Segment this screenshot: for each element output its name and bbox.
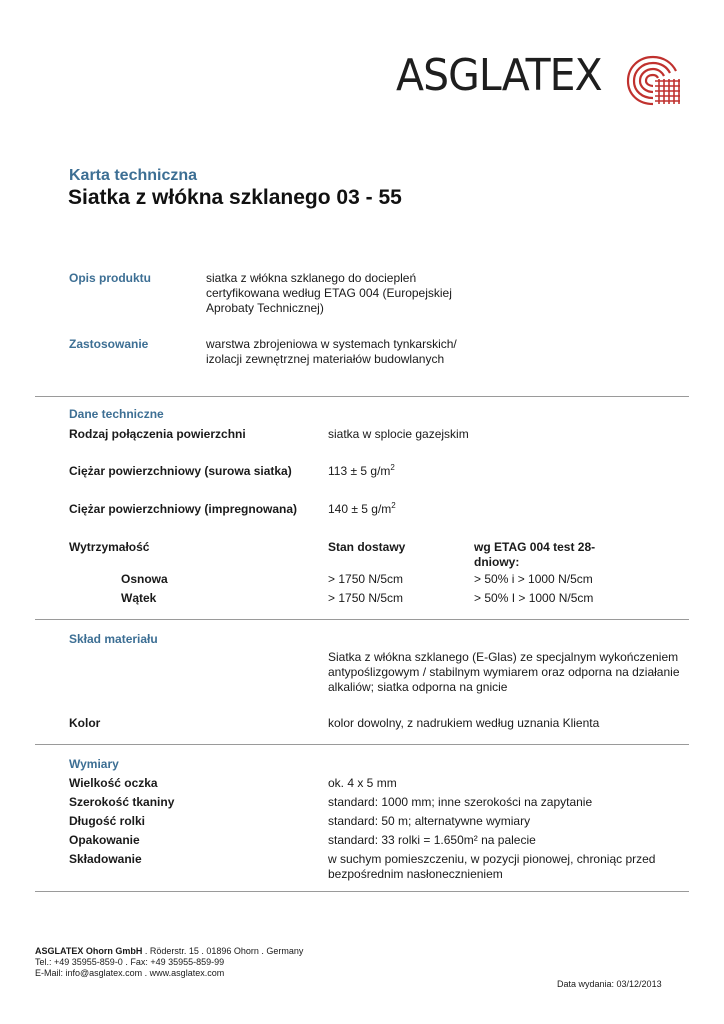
mesh-size-label: Wielkość oczka (69, 776, 158, 790)
product-description-label: Opis produktu (69, 271, 151, 285)
fabric-width-label: Szerokość tkaniny (69, 795, 175, 809)
divider (35, 891, 689, 892)
weight-impregnated-value (328, 502, 396, 517)
color-value: kolor dowolny, z nadrukiem według uznania Klienta (328, 716, 600, 730)
document-type: Karta techniczna (69, 167, 198, 184)
weight-impregnated-number: 140 ± 5 g/m (328, 502, 392, 516)
superscript: 2 (391, 501, 396, 510)
packaging-value: standard: 33 rolki = 1.650m² na palecie (328, 833, 536, 847)
page-title: Siatka z włókna szklanego 03 - 55 (68, 186, 402, 209)
color-label: Kolor (69, 716, 101, 730)
footer-company: ASGLATEX Ohorn GmbH (35, 946, 143, 956)
text-line: bezpośrednim nasłonecznieniem (328, 867, 503, 881)
issue-date: Data wydania: 03/12/2013 (557, 979, 662, 989)
text-line: Siatka z włókna szklanego (E-Glas) ze specjalnym wykończeniem (328, 650, 679, 664)
text-line: wg ETAG 004 test 28- (474, 540, 596, 554)
warp-delivery-value: > 1750 N/5cm (328, 572, 404, 586)
connection-type-value: siatka w splocie gazejskim (328, 427, 469, 441)
text-line: dniowy: (474, 555, 520, 569)
text-line: izolacji zewnętrznej materiałów budowlanych (206, 352, 445, 366)
logo-wordmark: ASGLATEX (396, 50, 602, 101)
storage-value (328, 852, 655, 882)
text-line: w suchym pomieszczeniu, w pozycji pionowej, chroniąc przed (328, 852, 656, 866)
superscript: 2 (390, 463, 395, 472)
divider (35, 744, 689, 745)
weight-impregnated-label: Ciężar powierzchniowy (impregnowana) (69, 502, 298, 516)
logo-emblem-icon (624, 54, 682, 106)
text-line: antypoślizgowym / stabilnym wymiarem oraz odporna na działanie (328, 665, 680, 679)
mesh-size-value: ok. 4 x 5 mm (328, 776, 397, 790)
roll-length-label: Długość rolki (69, 814, 146, 828)
roll-length-value: standard: 50 m; alternatywne wymiary (328, 814, 531, 828)
weft-label: Wątek (121, 591, 157, 605)
application-label: Zastosowanie (69, 337, 149, 351)
weft-etag-value: > 50% I > 1000 N/5cm (474, 591, 594, 605)
footer-address (35, 946, 303, 979)
strength-label: Wytrzymałość (69, 540, 150, 554)
footer-phone: Tel.: +49 35955-859-0 . Fax: +49 35955-859-99 (35, 957, 225, 967)
application-text (206, 337, 457, 367)
weft-delivery-value: > 1750 N/5cm (328, 591, 404, 605)
material-description (328, 650, 680, 695)
strength-col2-header (474, 540, 595, 570)
weight-raw-value (328, 464, 395, 479)
strength-col1-header: Stan dostawy (328, 540, 406, 554)
fabric-width-value: standard: 1000 mm; inne szerokości na zapytanie (328, 795, 593, 809)
text-line: certyfikowana według ETAG 004 (Europejskiej (206, 286, 452, 300)
weight-raw-label: Ciężar powierzchniowy (surowa siatka) (69, 464, 292, 478)
technical-data-heading: Dane techniczne (69, 407, 164, 421)
warp-etag-value: > 50% i > 1000 N/5cm (474, 572, 593, 586)
warp-label: Osnowa (121, 572, 168, 586)
company-logo (396, 50, 617, 101)
storage-label: Składowanie (69, 852, 142, 866)
packaging-label: Opakowanie (69, 833, 140, 847)
footer-line (35, 946, 303, 957)
weight-raw-number: 113 ± 5 g/m (328, 464, 391, 478)
connection-type-label: Rodzaj połączenia powierzchni (69, 427, 246, 441)
footer-contact: E-Mail: info@asglatex.com . www.asglatex.com (35, 968, 225, 978)
text-line: warstwa zbrojeniowa w systemach tynkarskich/ (206, 337, 457, 351)
dimensions-heading: Wymiary (69, 757, 119, 771)
footer-street: . Röderstr. 15 . 01896 Ohorn . Germany (142, 946, 304, 956)
text-line: Aprobaty Technicznej) (206, 301, 324, 315)
product-description-text (206, 271, 452, 316)
divider (35, 619, 689, 620)
material-heading: Skład materiału (69, 632, 158, 646)
text-line: siatka z włókna szklanego do dociepleń (206, 271, 417, 285)
divider (35, 396, 689, 397)
text-line: alkaliów; siatka odporna na gnicie (328, 680, 508, 694)
